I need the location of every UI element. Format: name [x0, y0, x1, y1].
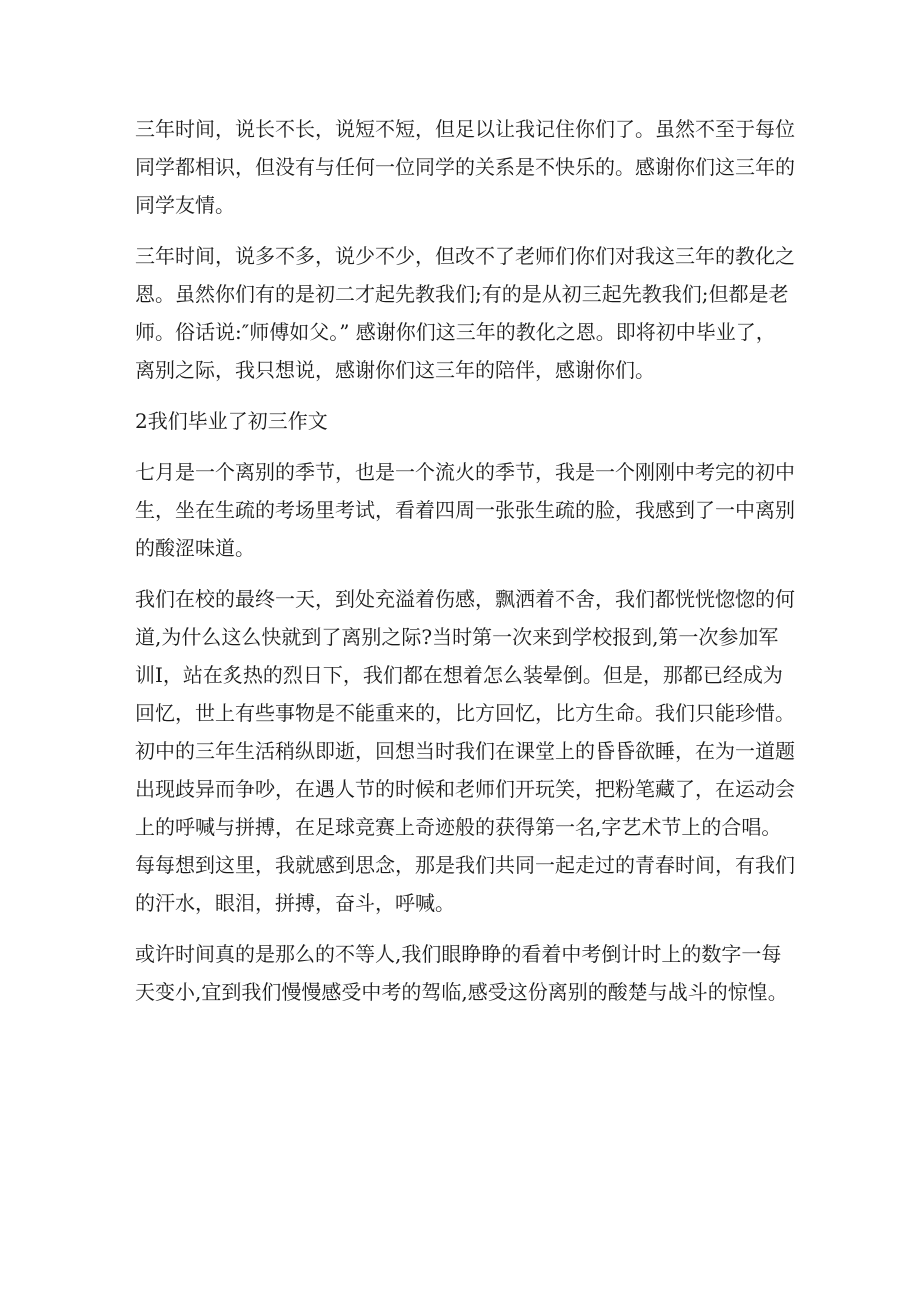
- paragraph-5: [135, 935, 795, 1011]
- text-line: 同学都相识，但没有与任何一位同学的关系是不快乐的。感谢你们这三年的: [135, 155, 795, 179]
- text-line: 师。俗话说:″师傅如父。” 感谢你们这三年的教化之恩。即将初中毕业了，: [135, 320, 776, 344]
- text-line: 的酸涩味道。: [135, 536, 255, 560]
- paragraph-3: [135, 453, 795, 567]
- paragraph-4: [135, 580, 795, 922]
- text-line: 七月是一个离别的季节，也是一个流火的季节，我是一个刚刚中考完的初中: [135, 460, 795, 484]
- document-body: [135, 110, 795, 1011]
- paragraph-gap: [135, 440, 795, 453]
- text-line: 三年时间，说长不长，说短不短，但足以让我记住你们了。虽然不至于每位: [135, 117, 795, 141]
- paragraph-2: [135, 237, 795, 389]
- text-line: 恩。虽然你们有的是初二才起先教我们;有的是从初三起先教我们;但都是老: [135, 282, 789, 306]
- paragraph-gap: [135, 922, 795, 935]
- text-line: 道,为什么这么快就到了离别之际?当时第一次来到学校报到,第一次参加军: [135, 625, 779, 649]
- paragraph-gap: [135, 567, 795, 580]
- paragraph-gap: [135, 389, 795, 402]
- text-line: 出现歧异而争吵，在遇人节的时候和老师们开玩笑，把粉笔藏了，在运动会: [135, 777, 795, 801]
- heading-text: 2我们毕业了初三作文: [135, 409, 328, 433]
- text-line: 我们在校的最终一天，到处充溢着伤感，飘洒着不舍，我们都恍恍惚惚的何: [135, 587, 795, 611]
- section-heading: [135, 402, 795, 440]
- text-line: 离别之际，我只想说，感谢你们这三年的陪伴，感谢你们。: [135, 358, 655, 382]
- text-line: 训I，站在炙热的烈日下，我们都在想着怎么装晕倒。但是，那都已经成为: [135, 663, 783, 687]
- text-line: 三年时间，说多不多，说少不少，但改不了老师们你们对我这三年的教化之: [135, 244, 795, 268]
- text-line: 每每想到这里，我就感到思念，那是我们共同一起走过的青春时间，有我们: [135, 853, 795, 877]
- text-line: 同学友情。: [135, 193, 235, 217]
- text-line: 天变小,宜到我们慢慢感受中考的驾临,感受这份离别的酸楚与战斗的惊惶。: [135, 980, 788, 1004]
- text-line: 回忆，世上有些事物是不能重来的，比方回忆，比方生命。我们只能珍惜。: [135, 701, 795, 725]
- text-line: 或许时间真的是那么的不等人,我们眼睁睁的看着中考倒计时上的数字一每: [135, 942, 782, 966]
- text-line: 初中的三年生活稍纵即逝，回想当时我们在课堂上的昏昏欲睡，在为一道题: [135, 739, 795, 763]
- text-line: 上的呼喊与拼搏，在足球竞赛上奇迹般的获得第一名,字艺术节上的合唱。: [135, 815, 782, 839]
- paragraph-gap: [135, 224, 795, 237]
- text-line: 生，坐在生疏的考场里考试，看着四周一张张生疏的脸，我感到了一中离别: [135, 498, 795, 522]
- text-line: 的汗水，眼泪，拼搏，奋斗，呼喊。: [135, 891, 455, 915]
- paragraph-1: [135, 110, 795, 224]
